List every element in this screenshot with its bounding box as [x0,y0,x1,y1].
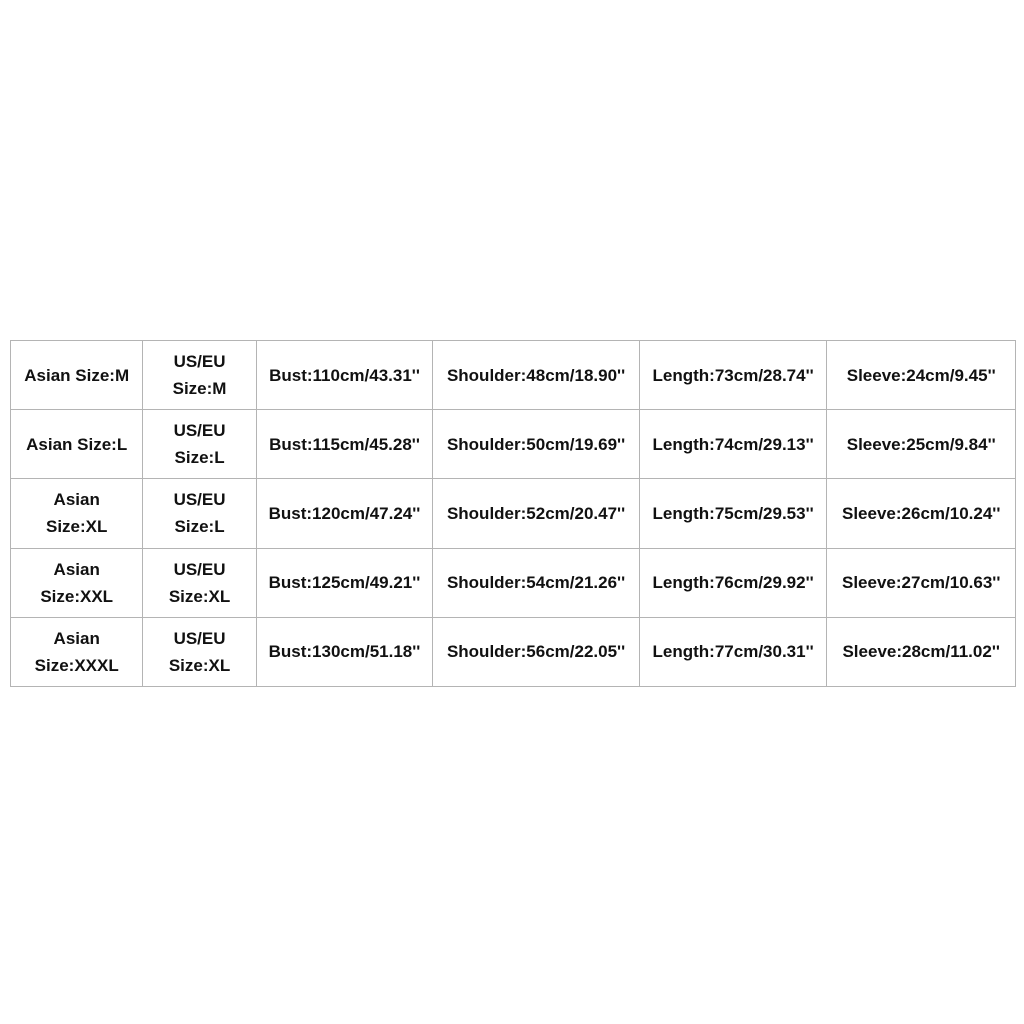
bust-cell: Bust:110cm/43.31'' [256,341,433,410]
sleeve-cell: Sleeve:26cm/10.24'' [827,479,1016,548]
length-cell: Length:74cm/29.13'' [639,410,827,479]
shoulder-cell: Shoulder:50cm/19.69'' [433,410,640,479]
size-chart-body [11,341,1016,687]
shoulder-cell: Shoulder:56cm/22.05'' [433,617,640,686]
bust-cell: Bust:125cm/49.21'' [256,548,433,617]
us-eu-size-cell: US/EU Size:M [143,341,256,410]
asian-size-cell: Asian Size:XXL [11,548,143,617]
us-eu-size-cell: US/EU Size:XL [143,548,256,617]
asian-size-cell: Asian Size:M [11,341,143,410]
length-cell: Length:77cm/30.31'' [639,617,827,686]
table-row [11,479,1016,548]
shoulder-cell: Shoulder:52cm/20.47'' [433,479,640,548]
table-row [11,548,1016,617]
bust-cell: Bust:120cm/47.24'' [256,479,433,548]
bust-cell: Bust:130cm/51.18'' [256,617,433,686]
asian-size-cell: Asian Size:L [11,410,143,479]
length-cell: Length:76cm/29.92'' [639,548,827,617]
length-cell: Length:75cm/29.53'' [639,479,827,548]
asian-size-cell: Asian Size:XL [11,479,143,548]
table-row [11,410,1016,479]
shoulder-cell: Shoulder:48cm/18.90'' [433,341,640,410]
length-cell: Length:73cm/28.74'' [639,341,827,410]
shoulder-cell: Shoulder:54cm/21.26'' [433,548,640,617]
sleeve-cell: Sleeve:27cm/10.63'' [827,548,1016,617]
asian-size-cell: Asian Size:XXXL [11,617,143,686]
table-row [11,617,1016,686]
us-eu-size-cell: US/EU Size:L [143,410,256,479]
sleeve-cell: Sleeve:28cm/11.02'' [827,617,1016,686]
bust-cell: Bust:115cm/45.28'' [256,410,433,479]
sleeve-cell: Sleeve:25cm/9.84'' [827,410,1016,479]
table-row [11,341,1016,410]
us-eu-size-cell: US/EU Size:XL [143,617,256,686]
size-chart-table [10,340,1016,687]
us-eu-size-cell: US/EU Size:L [143,479,256,548]
sleeve-cell: Sleeve:24cm/9.45'' [827,341,1016,410]
